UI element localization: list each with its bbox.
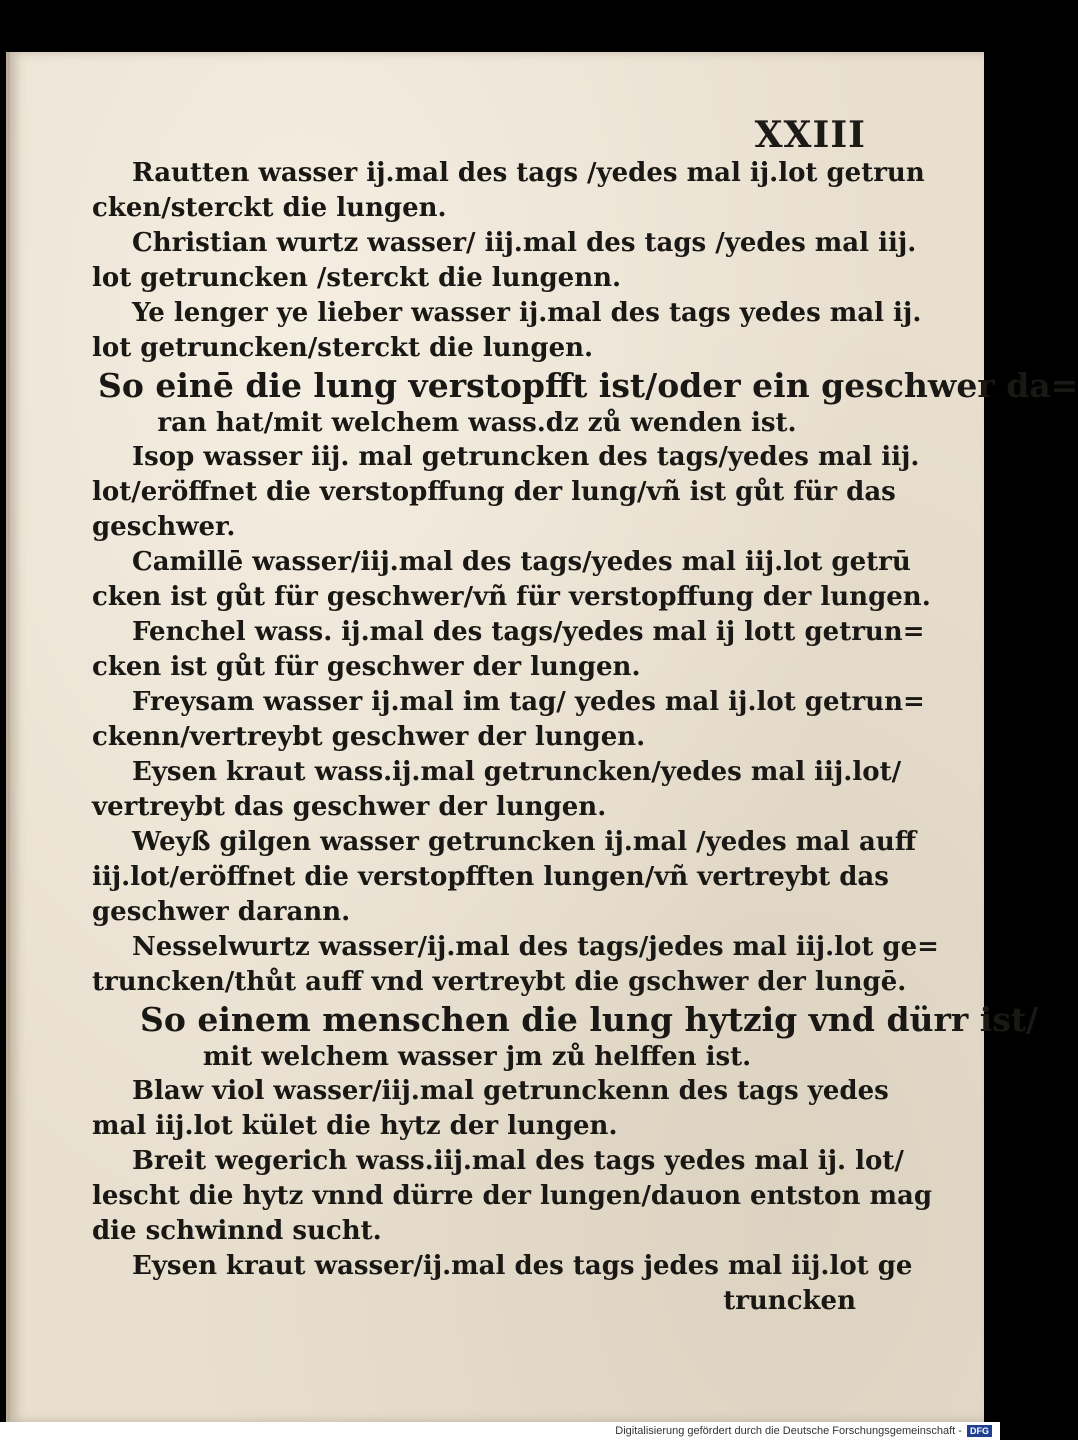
text-line: lot/eröffnet die verstopffung der lung/vñ ist gůt für das <box>92 477 896 507</box>
text-line: lescht die hytz vnnd dürre der lungen/dauon entston mag <box>92 1181 932 1211</box>
section-heading <box>92 366 1078 440</box>
text-line: Eysen kraut wass.ij.mal getruncken/yedes mal iij.lot/ <box>132 757 902 787</box>
entry-weyss-gilgen <box>92 825 917 930</box>
text-line: Fenchel wass. ij.mal des tags/yedes mal ij lott getrun= <box>132 617 925 647</box>
text-line: Ye lenger ye lieber wasser ij.mal des tags yedes mal ij. <box>132 298 922 328</box>
text-line: cken/sterckt die lungen. <box>92 193 447 223</box>
dfg-logo: DFG <box>967 1425 992 1437</box>
entry-rautten <box>92 156 925 226</box>
text-line: mal iij.lot kület die hytz der lungen. <box>92 1111 618 1141</box>
entry-freysam <box>92 685 925 755</box>
entry-fenchel <box>92 615 925 685</box>
text-line: Rautten wasser ij.mal des tags /yedes mal ij.lot getrun <box>132 158 925 188</box>
text-line: iij.lot/eröffnet die verstopfften lungen/vñ vertreybt das <box>92 862 889 892</box>
digitization-footer <box>0 1422 1000 1440</box>
text-line: die schwinnd sucht. <box>92 1216 382 1246</box>
heading-main: So einē die lung verstopfft ist/oder ein geschwer da= <box>98 366 1078 405</box>
entry-isop <box>92 440 920 545</box>
folio-number: XXIII <box>754 114 866 156</box>
text-line: Weyß gilgen wasser getruncken ij.mal /yedes mal auff <box>132 827 917 857</box>
text-line: Nesselwurtz wasser/ij.mal des tags/jedes mal iij.lot ge= <box>132 932 939 962</box>
text-line: vertreybt das geschwer der lungen. <box>92 792 607 822</box>
heading-sub: ran hat/mit welchem wass.dz zů wenden ist. <box>157 408 797 438</box>
entry-breit-wegerich <box>92 1144 932 1249</box>
heading-sub: mit welchem wasser jm zů helffen ist. <box>202 1042 752 1072</box>
text-line: Blaw viol wasser/iij.mal getrunckenn des tags yedes <box>132 1076 889 1106</box>
text-line: truncken/thůt auff vnd vertreybt die gschwer der lungē. <box>92 967 907 997</box>
text-line: Breit wegerich wass.iij.mal des tags yedes mal ij. lot/ <box>132 1146 904 1176</box>
text-block <box>92 156 1078 1319</box>
text-line: Freysam wasser ij.mal im tag/ yedes mal ij.lot getrun= <box>132 687 925 717</box>
text-line: ckenn/vertreybt geschwer der lungen. <box>92 722 646 752</box>
text-line: Isop wasser iij. mal getruncken des tags/yedes mal iij. <box>132 442 920 472</box>
entry-blaw-viol <box>92 1074 889 1144</box>
text-line: Camillē wasser/iij.mal des tags/yedes mal iij.lot getrū <box>132 547 911 577</box>
text-line: geschwer darann. <box>92 897 351 927</box>
text-line: cken ist gůt für geschwer/vñ für verstopffung der lungen. <box>92 582 931 612</box>
entry-ye-lenger <box>92 296 922 366</box>
entry-eysen-kraut <box>92 755 902 825</box>
text-line: cken ist gůt für geschwer der lungen. <box>92 652 641 682</box>
entry-nesselwurtz <box>92 930 939 1000</box>
footer-credit: Digitalisierung gefördert durch die Deutsche Forschungsgemeinschaft - <box>615 1425 962 1437</box>
text-line: geschwer. <box>92 512 236 542</box>
text-line: Christian wurtz wasser/ iij.mal des tags /yedes mal iij. <box>132 228 917 258</box>
text-line: Eysen kraut wasser/ij.mal des tags jedes mal iij.lot ge <box>132 1251 913 1281</box>
heading-main: So einem menschen die lung hytzig vnd dürr ist/ <box>140 1000 1039 1039</box>
text-line: lot getruncken/sterckt die lungen. <box>92 333 594 363</box>
section-heading <box>92 1000 1039 1074</box>
entry-eysen-kraut-2 <box>92 1249 913 1319</box>
catchword: truncken <box>723 1286 856 1316</box>
text-line: lot getruncken /sterckt die lungenn. <box>92 263 622 293</box>
entry-christian-wurtz <box>92 226 917 296</box>
book-page <box>6 52 1078 1422</box>
entry-camillen <box>92 545 931 615</box>
